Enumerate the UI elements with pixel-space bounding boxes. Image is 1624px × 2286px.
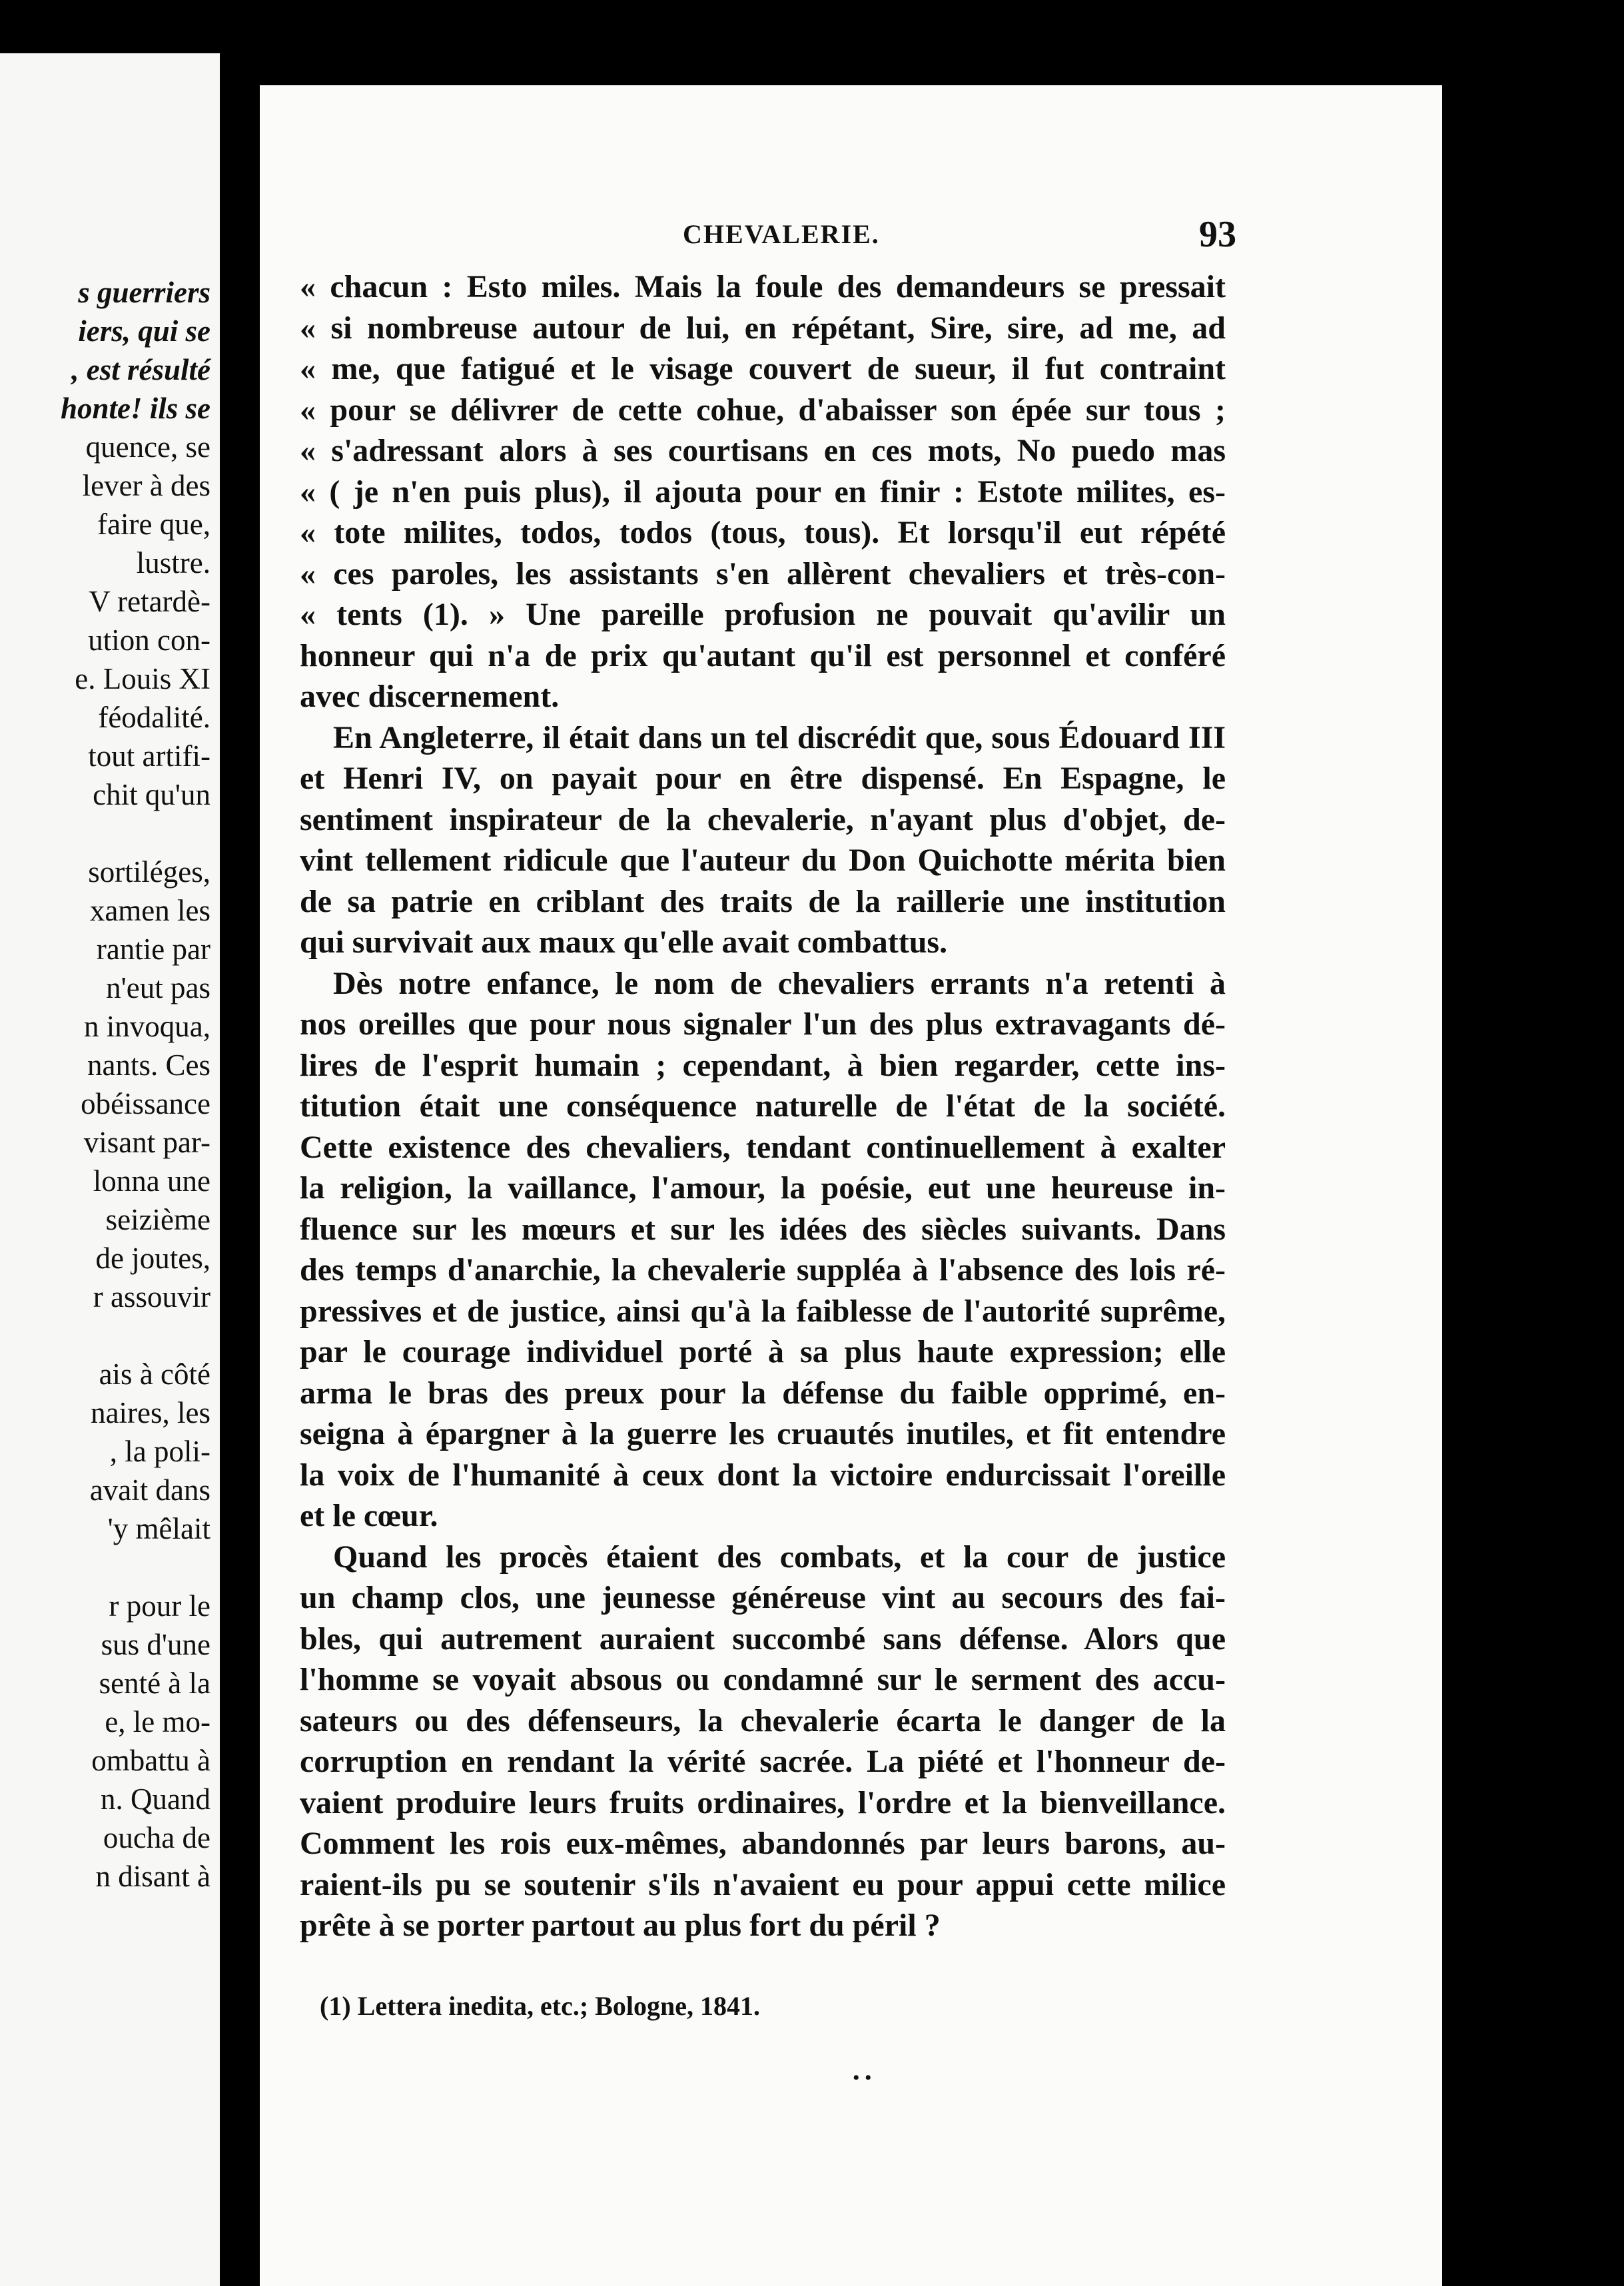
text-line: la religion, la vaillance, l'amour, la poésie, eut une heureuse in- xyxy=(300,1170,1226,1206)
facing-page-line: faire que, xyxy=(97,508,210,541)
text-line: Dès notre enfance, le nom de chevaliers errants n'a retenti à xyxy=(333,965,1226,1001)
text-line: seigna à épargner à la guerre les cruautés inutiles, et fit entendre xyxy=(300,1416,1226,1451)
facing-page-line: n invoqua, xyxy=(84,1010,210,1043)
text-line: Comment les rois eux-mêmes, abandonnés par leurs barons, au- xyxy=(300,1826,1226,1861)
text-line: l'homme se voyait absous ou condamné sur le serment des accu- xyxy=(300,1662,1226,1697)
facing-page-line: avait dans xyxy=(89,1473,210,1507)
ornament-dots: • • xyxy=(853,2067,872,2089)
facing-page-line: r pour le xyxy=(109,1589,210,1623)
facing-page-line: V retardè- xyxy=(89,585,210,618)
text-line: vint tellement ridicule que l'auteur du Don Quichotte mérita bien xyxy=(300,843,1226,878)
text-line: « si nombreuse autour de lui, en répétant, Sire, sire, ad me, ad xyxy=(300,310,1226,346)
facing-page-line: xamen les xyxy=(89,894,210,927)
facing-page-line: lever à des xyxy=(82,469,210,502)
facing-page-line: nants. Ces xyxy=(87,1048,210,1082)
facing-page-line xyxy=(61,1316,210,1355)
text-line: En Angleterre, il était dans un tel discrédit que, sous Édouard III xyxy=(333,719,1226,755)
text-line: la voix de l'humanité à ceux dont la victoire endurcissait l'oreille xyxy=(300,1457,1226,1493)
facing-page-line: naires, les xyxy=(91,1396,210,1429)
facing-page-line: ution con- xyxy=(88,623,210,657)
facing-page-line: e, le mo- xyxy=(105,1705,210,1738)
facing-page-line: n disant à xyxy=(95,1860,210,1893)
text-line: bles, qui autrement auraient succombé sans défense. Alors que xyxy=(300,1621,1226,1657)
facing-page-line: 'y mêlait xyxy=(107,1512,210,1545)
facing-page-line xyxy=(61,1548,210,1587)
facing-page-line: , est résulté xyxy=(71,353,210,386)
facing-page-line: seizième xyxy=(105,1203,210,1236)
facing-page-line: lonna une xyxy=(93,1164,210,1198)
facing-page-line: r assouvir xyxy=(93,1280,210,1314)
facing-page-line: sortiléges, xyxy=(88,855,210,889)
text-line: raient-ils pu se soutenir s'ils n'avaient eu pour appui cette milice xyxy=(300,1866,1226,1902)
text-line: fluence sur les mœurs et sur les idées des siècles suivants. Dans xyxy=(300,1211,1226,1247)
text-line: qui survivait aux maux qu'elle avait combattus. xyxy=(300,925,948,960)
facing-page-left xyxy=(0,53,220,2286)
page-number: 93 xyxy=(1199,214,1236,255)
text-line: et le cœur. xyxy=(300,1498,438,1533)
text-line: prête à se porter partout au plus fort du péril ? xyxy=(300,1908,941,1943)
text-line: honneur qui n'a de prix qu'autant qu'il est personnel et conféré xyxy=(300,637,1226,673)
text-line: « ces paroles, les assistants s'en allèrent chevaliers et très-con- xyxy=(300,556,1226,591)
text-line: sateurs ou des défenseurs, la chevalerie écarta le danger de la xyxy=(300,1703,1226,1738)
facing-page-line xyxy=(61,814,210,853)
text-line: « tents (1). » Une pareille profusion ne pouvait qu'avilir un xyxy=(300,597,1226,632)
facing-page-text xyxy=(61,273,210,1896)
text-line: Quand les procès étaient des combats, et la cour de justice xyxy=(333,1539,1226,1575)
page-right xyxy=(260,85,1442,2286)
text-line: un champ clos, une jeunesse généreuse vint au secours des fai- xyxy=(300,1580,1226,1615)
facing-page-line: honte! ils se xyxy=(60,392,210,425)
text-line: « ( je n'en puis plus), il ajouta pour en finir : Estote milites, es- xyxy=(300,474,1226,510)
text-line: Cette existence des chevaliers, tendant continuellement à exalter xyxy=(300,1129,1226,1165)
text-line: corruption en rendant la vérité sacrée. La piété et l'honneur de- xyxy=(300,1744,1226,1779)
facing-page-line: e. Louis XI xyxy=(75,662,210,695)
facing-page-line: senté à la xyxy=(99,1667,210,1700)
facing-page-line: féodalité. xyxy=(98,701,210,734)
facing-page-line: ombattu à xyxy=(91,1744,210,1777)
facing-page-line: chit qu'un xyxy=(93,778,210,811)
text-line: pressives et de justice, ainsi qu'à la faiblesse de l'autorité suprême, xyxy=(300,1293,1226,1329)
facing-page-line: n. Quand xyxy=(101,1782,210,1816)
facing-page-line: obéissance xyxy=(81,1087,210,1120)
facing-page-line: visant par- xyxy=(83,1126,210,1159)
footnote: (1) Lettera inedita, etc.; Bologne, 1841. xyxy=(320,1991,760,2021)
text-line: des temps d'anarchie, la chevalerie suppléa à l'absence des lois ré- xyxy=(300,1252,1226,1288)
text-line: lires de l'esprit humain ; cependant, à bien regarder, cette ins- xyxy=(300,1047,1226,1083)
text-line: « tote milites, todos, todos (tous, tous). Et lorsqu'il eut répété xyxy=(300,515,1226,550)
text-line: vaient produire leurs fruits ordinaires, l'ordre et la bienveillance. xyxy=(300,1784,1226,1820)
text-line: et Henri IV, on payait pour en être dispensé. En Espagne, le xyxy=(300,761,1226,796)
facing-page-line: rantie par xyxy=(96,933,210,966)
text-line: titution était une conséquence naturelle de l'état de la société. xyxy=(300,1088,1226,1124)
text-line: « pour se délivrer de cette cohue, d'abaisser son épée sur tous ; xyxy=(300,392,1226,428)
facing-page-line: ais à côté xyxy=(99,1357,210,1391)
text-line: sentiment inspirateur de la chevalerie, n'ayant plus d'objet, de- xyxy=(300,801,1226,837)
book-gutter xyxy=(220,60,260,2286)
facing-page-line: tout artifi- xyxy=(88,739,210,773)
facing-page-line: oucha de xyxy=(103,1821,210,1854)
text-line: de sa patrie en criblant des traits de la raillerie une institution xyxy=(300,883,1226,919)
running-head: CHEVALERIE. xyxy=(683,219,880,249)
facing-page-line: sus d'une xyxy=(101,1628,210,1661)
text-line: avec discernement. xyxy=(300,679,560,714)
text-line: nos oreilles que pour nous signaler l'un des plus extravagants dé- xyxy=(300,1006,1226,1042)
text-line: « me, que fatigué et le visage couvert de sueur, il fut contraint xyxy=(300,351,1226,386)
facing-page-line: de joutes, xyxy=(95,1242,210,1275)
facing-page-line: iers, qui se xyxy=(78,314,210,348)
facing-page-line: , la poli- xyxy=(109,1435,210,1468)
facing-page-line: s guerriers xyxy=(78,276,210,309)
text-line: arma le bras des preux pour la défense du faible opprimé, en- xyxy=(300,1375,1226,1411)
facing-page-line: n'eut pas xyxy=(106,971,210,1004)
text-line: par le courage individuel porté à sa plus haute expression; elle xyxy=(300,1334,1226,1369)
facing-page-line: lustre. xyxy=(136,546,210,579)
text-line: « s'adressant alors à ses courtisans en ces mots, No puedo mas xyxy=(300,433,1226,468)
text-line: « chacun : Esto miles. Mais la foule des demandeurs se pressait xyxy=(300,269,1226,304)
body-text xyxy=(300,266,1226,1946)
facing-page-line: quence, se xyxy=(85,430,210,464)
